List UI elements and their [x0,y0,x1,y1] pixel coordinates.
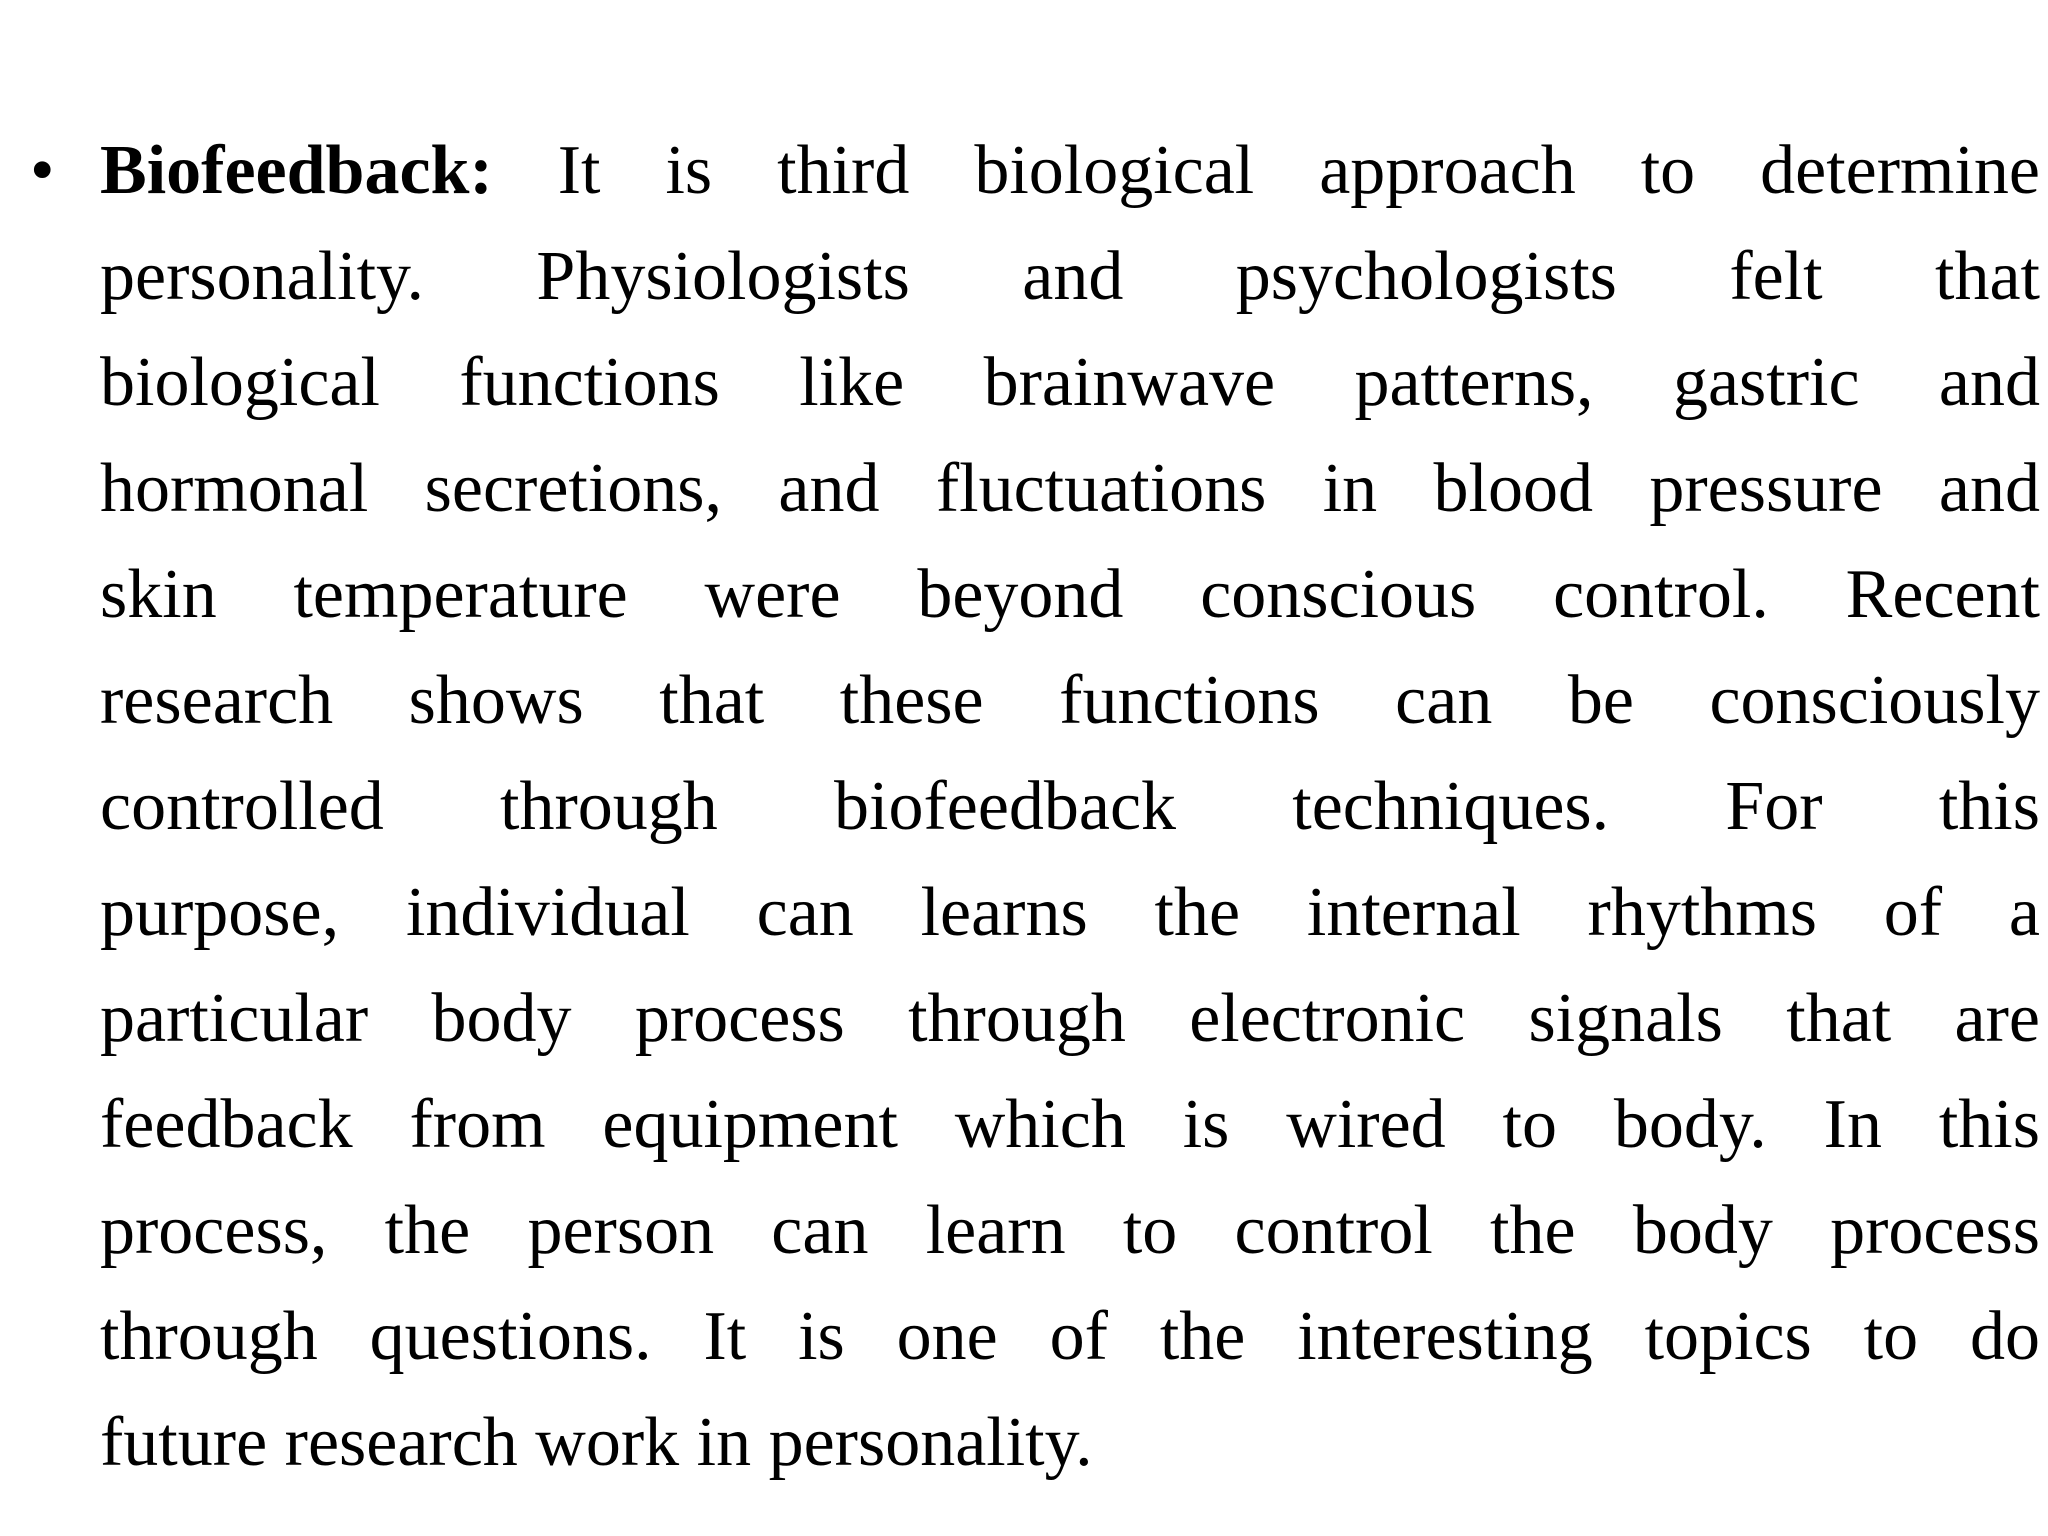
paragraph-text: It is third biological approach to determine [492,132,2040,209]
paragraph-line-6: research shows that these functions can be consciously [100,662,2040,739]
paragraph-line-1 [100,118,2040,224]
bullet-marker: • [30,132,55,209]
paragraph-line-7: controlled through biofeedback techniques. For this [100,768,2040,845]
paragraph-line-8: purpose, individual can learns the internal rhythms of a [100,874,2040,951]
paragraph-line-10: feedback from equipment which is wired to body. In this [100,1086,2040,1163]
paragraph-line-2: personality. Physiologists and psychologists felt that [100,238,2040,315]
paragraph-line-11: process, the person can learn to control the body process [100,1192,2040,1269]
term-heading: Biofeedback: [100,132,493,209]
bullet-paragraph [100,118,2040,1496]
paragraph-line-3: biological functions like brainwave patterns, gastric and [100,344,2040,421]
paragraph-line-12: through questions. It is one of the interesting topics to do [100,1298,2040,1375]
paragraph-line-5: skin temperature were beyond conscious control. Recent [100,556,2040,633]
paragraph-line-4: hormonal secretions, and fluctuations in blood pressure and [100,450,2040,527]
paragraph-line-13: future research work in personality. [100,1404,1093,1481]
paragraph-line-9: particular body process through electronic signals that are [100,980,2040,1057]
